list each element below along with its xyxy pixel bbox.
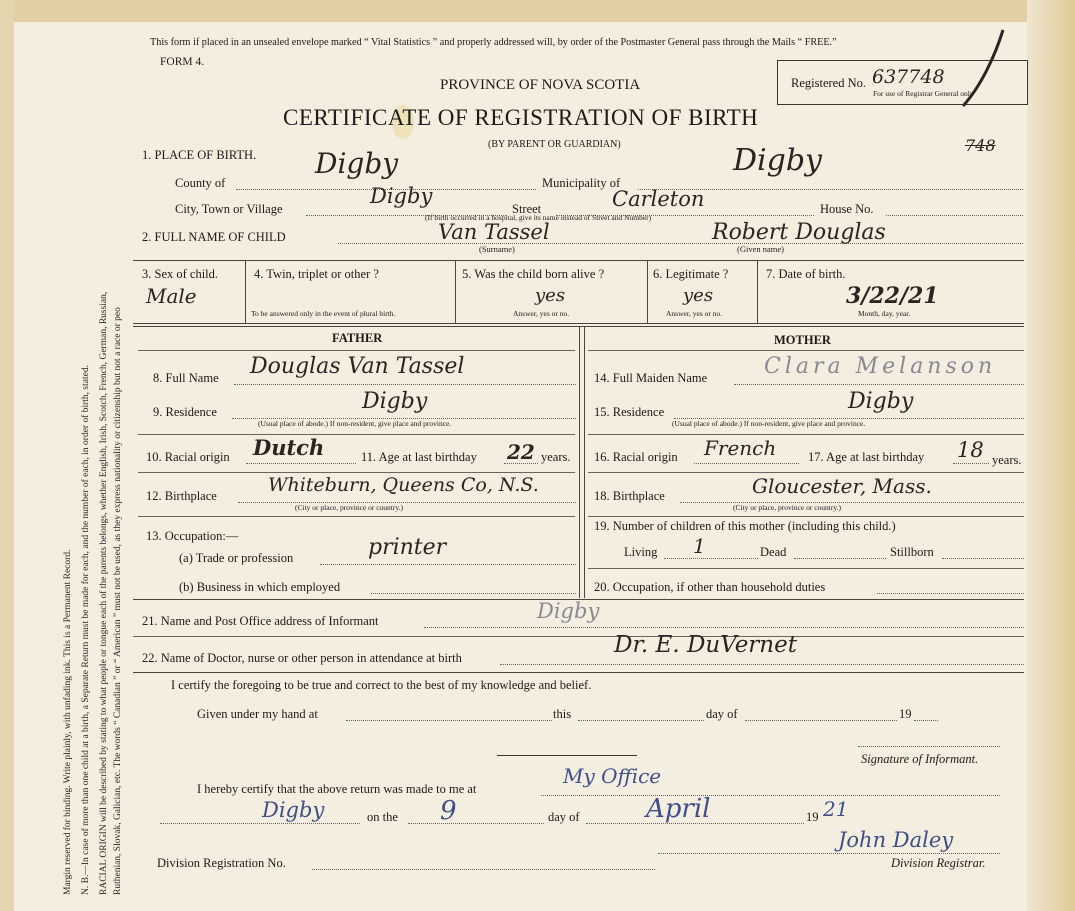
year-prefix: 19: [899, 707, 912, 721]
dead-label: Dead: [760, 545, 787, 559]
side-note-1: Margin reserved for binding. Write plainly, with unfading ink. This is a Permanent Record.: [63, 549, 73, 895]
father-birthplace-label: 12. Birthplace: [146, 489, 217, 503]
father-residence-value: Digby: [362, 389, 428, 414]
father-name-label: 8. Full Name: [153, 371, 219, 385]
alive-label: 5. Was the child born alive ?: [462, 267, 605, 281]
informant-value: Digby: [537, 599, 600, 623]
section-divider: [133, 672, 1024, 673]
page-title: CERTIFICATE OF REGISTRATION OF BIRTH: [283, 105, 759, 130]
sex-label: 3. Sex of child.: [142, 267, 219, 281]
father-rule: [138, 434, 575, 435]
father-birthplace-value: Whiteburn, Queens Co, N.S.: [268, 474, 539, 496]
certify-text: I certify the foregoing to be true and correct to the best of my knowledge and belief.: [171, 678, 592, 692]
mother-residence-note: (Usual place of abode.) If non-resident, give place and province.: [672, 419, 866, 428]
county-label: County of: [175, 176, 226, 190]
living-label: Living: [624, 545, 658, 559]
municipality-label: Municipality of: [542, 176, 621, 190]
registrar-place-line: [541, 795, 1000, 796]
father-birthplace-line: [238, 502, 576, 503]
father-age-label: 11. Age at last birthday: [361, 450, 477, 464]
trade-label: (a) Trade or profession: [179, 551, 294, 565]
father-rule: [138, 472, 575, 473]
place-of-birth-label: 1. PLACE OF BIRTH.: [142, 148, 257, 162]
day-of-label: day of: [706, 707, 738, 721]
form-number: FORM 4.: [160, 56, 205, 68]
house-line: [886, 215, 1023, 216]
col-divider: [647, 260, 648, 323]
doctor-line: [500, 664, 1024, 665]
col-divider: [757, 260, 758, 323]
child-surname: Van Tassel: [438, 220, 550, 244]
mother-rule: [588, 568, 1024, 569]
mother-rule: [588, 350, 1024, 351]
mother-residence-value: Digby: [848, 389, 914, 414]
children-count-label: 19. Number of children of this mother (including this child.): [594, 519, 896, 533]
mother-occupation-line: [877, 593, 1024, 594]
informant-label: 21. Name and Post Office address of Informant: [142, 614, 379, 628]
father-rule: [138, 516, 575, 517]
mail-note: This form if placed in an unsealed envelope marked “ Vital Statistics ” and properly addressed will, by order of the Postmaster General pass through the Mails “ FREE.”: [150, 37, 837, 48]
stillborn-label: Stillborn: [890, 545, 934, 559]
registrar-day-of-label: day of: [548, 810, 580, 824]
stillborn-line: [942, 558, 1024, 559]
registrar-place-value: My Office: [563, 764, 662, 788]
legitimate-value: yes: [683, 285, 714, 306]
father-residence-label: 9. Residence: [153, 405, 217, 419]
registered-label: Registered No.: [791, 76, 866, 90]
mother-name-label: 14. Full Maiden Name: [594, 371, 708, 385]
division-number-line: [312, 869, 655, 870]
corner-mark: 748: [965, 136, 996, 155]
registrar-day-line: [408, 823, 544, 824]
father-years-label: years.: [541, 450, 571, 464]
mother-occupation-label: 20. Occupation, if other than household duties: [594, 580, 826, 594]
town-line: [160, 823, 360, 824]
city-value: Digby: [370, 184, 433, 208]
living-line: [664, 558, 758, 559]
living-value: 1: [693, 534, 706, 558]
informant-signature-label: Signature of Informant.: [861, 752, 979, 766]
business-line: [371, 593, 576, 594]
registrar-month-value: April: [646, 794, 711, 824]
date-note: Month, day, year.: [858, 309, 911, 318]
informant-signature-line: [858, 746, 1000, 747]
mother-residence-label: 15. Residence: [594, 405, 665, 419]
on-the-label: on the: [367, 810, 398, 824]
twin-note: To be answered only in the event of plural birth.: [251, 309, 396, 318]
mother-racial-line: [694, 463, 799, 464]
registrar-year-value: 21: [823, 797, 849, 821]
city-label: City, Town or Village: [175, 202, 283, 216]
county-value: Digby: [315, 147, 399, 180]
mother-birthplace-value: Gloucester, Mass.: [752, 474, 932, 498]
given-place-line: [346, 720, 552, 721]
side-note-3: RACIAL ORIGIN will be described by stating to what people or tongue each of the parents belongs, whether English, Irish, Scotch, French, German, Russian,: [99, 291, 109, 895]
given-under-label: Given under my hand at: [197, 707, 318, 721]
date-of-birth-value: 3/22/21: [846, 283, 939, 309]
mother-age-line: [953, 463, 989, 464]
father-occupation-label: 13. Occupation:—: [146, 529, 239, 543]
mother-rule: [588, 434, 1024, 435]
registrar-certify-text: I hereby certify that the above return was made to me at: [197, 782, 477, 796]
center-divider: [579, 326, 580, 598]
row-divider-bottom: [133, 323, 1024, 324]
sex-value: Male: [146, 284, 197, 308]
father-racial-value: Dutch: [253, 435, 325, 460]
signature-line-short: [497, 755, 637, 756]
mother-age-label: 17. Age at last birthday: [808, 450, 925, 464]
mother-racial-label: 16. Racial origin: [594, 450, 678, 464]
father-rule: [138, 350, 575, 351]
business-label: (b) Business in which employed: [179, 580, 341, 594]
mother-racial-value: French: [704, 436, 777, 460]
surname-caption: (Surname): [479, 244, 515, 254]
division-number-label: Division Registration No.: [157, 856, 286, 870]
mother-name-value: Clara Melanson: [764, 354, 997, 379]
mother-birthplace-note: (City or place, province or country.): [733, 503, 842, 512]
registrar-signature: John Daley: [838, 828, 954, 852]
father-name-value: Douglas Van Tassel: [250, 354, 465, 379]
mother-rule: [588, 516, 1024, 517]
col-divider: [455, 260, 456, 323]
month-line: [745, 720, 897, 721]
informant-line: [424, 627, 1024, 628]
child-given-name: Robert Douglas: [712, 220, 886, 245]
street-value: Carleton: [612, 187, 705, 211]
date-of-birth-label: 7. Date of birth.: [766, 267, 846, 281]
mother-birthplace-label: 18. Birthplace: [594, 489, 665, 503]
child-name-label: 2. FULL NAME OF CHILD: [142, 230, 286, 244]
mother-heading: MOTHER: [774, 333, 831, 347]
house-label: House No.: [820, 202, 874, 216]
mother-birthplace-line: [680, 502, 1024, 503]
alive-note: Answer, yes or no.: [513, 309, 570, 318]
street-label: Street: [512, 202, 542, 216]
trade-value: printer: [368, 535, 447, 560]
legitimate-note: Answer, yes or no.: [666, 309, 723, 318]
mother-age-value: 18: [957, 438, 984, 462]
year-line: [914, 720, 938, 721]
father-heading: FATHER: [332, 331, 383, 345]
province-heading: PROVINCE OF NOVA SCOTIA: [440, 77, 641, 93]
registered-number: 637748: [872, 66, 945, 88]
legitimate-label: 6. Legitimate ?: [653, 267, 729, 281]
alive-value: yes: [535, 285, 566, 306]
mother-name-line: [734, 384, 1024, 385]
father-age-value: 22: [507, 440, 535, 464]
father-racial-line: [246, 463, 356, 464]
col-divider: [245, 260, 246, 323]
father-residence-note: (Usual place of abode.) If non-resident, give place and province.: [258, 419, 452, 428]
hospital-note: (If birth occurred in a hospital, give its name instead of Street and Number): [425, 213, 652, 222]
registry-check-mark: [955, 26, 1015, 114]
row-rule: [133, 636, 1024, 637]
mother-rule: [588, 472, 1024, 473]
registrar-signature-line: [658, 853, 1000, 854]
row-divider-top: [133, 260, 1024, 261]
mother-years-label: years.: [992, 453, 1022, 467]
paper-edge-left: [0, 0, 14, 911]
side-note-2: N. B.—In case of more than one child at a birth, a Separate Return must be made for each, and the number of each, in order of birth, stated.: [81, 365, 91, 895]
registrar-town-value: Digby: [262, 798, 325, 822]
registrar-signature-label: Division Registrar.: [891, 856, 986, 870]
center-divider: [584, 326, 585, 598]
father-racial-label: 10. Racial origin: [146, 450, 230, 464]
paper-edge-top: [0, 0, 1075, 22]
this-label: this: [553, 707, 572, 721]
father-birthplace-note: (City or place, province or country.): [295, 503, 404, 512]
doctor-label: 22. Name of Doctor, nurse or other person in attendance at birth: [142, 651, 462, 665]
given-caption: (Given name): [737, 244, 784, 254]
page-subtitle: (BY PARENT OR GUARDIAN): [488, 139, 621, 150]
municipality-value: Digby: [733, 143, 823, 178]
registrar-year-prefix: 19: [806, 810, 819, 824]
this-day-line: [578, 720, 704, 721]
trade-line: [320, 564, 576, 565]
registrar-note: For use of Registrar General only: [873, 89, 974, 98]
dead-line: [794, 558, 886, 559]
registrar-day-value: 9: [440, 796, 457, 826]
father-name-line: [234, 384, 576, 385]
side-note-4: Ruthenian, Slovak, Galician, etc. The words “ Canadian ” or “ American ” must not be used, as they express nationality or citizenship but not a race or peo: [113, 307, 123, 895]
paper-edge-right: [1027, 0, 1075, 911]
doctor-value: Dr. E. DuVernet: [614, 632, 797, 658]
twin-label: 4. Twin, triplet or other ?: [254, 267, 379, 281]
